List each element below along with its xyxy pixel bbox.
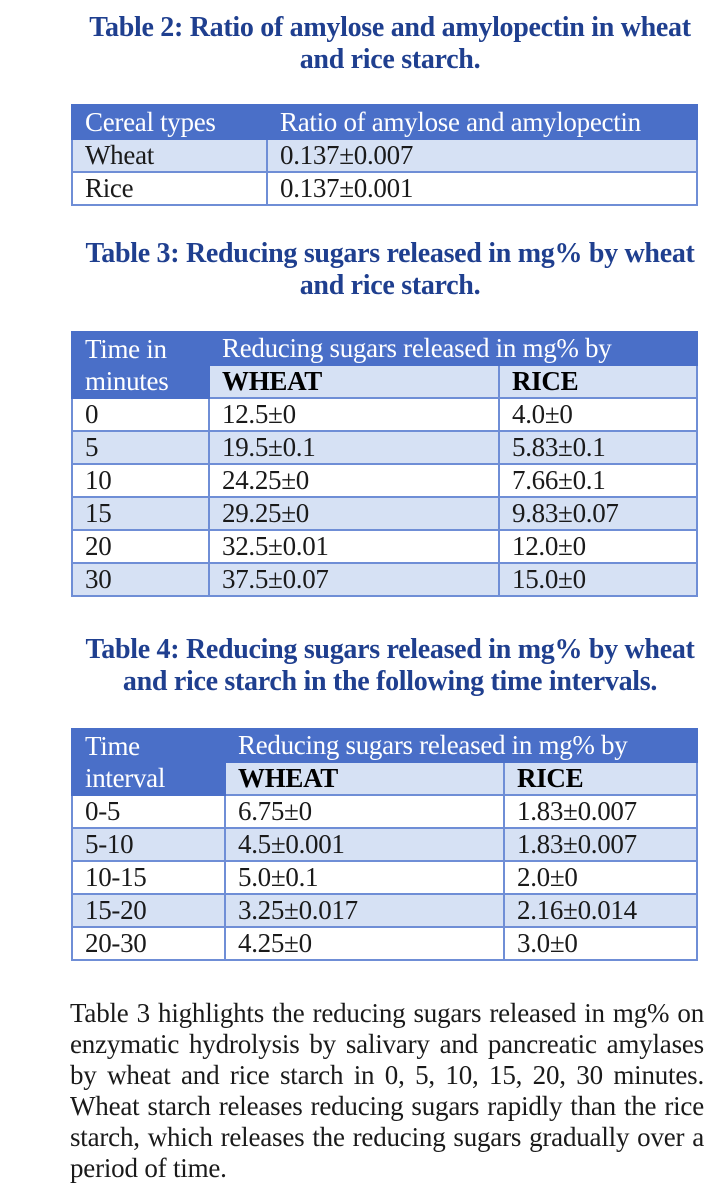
table3-header-row	[72, 332, 697, 365]
table3-caption: Table 3: Reducing sugars released in mg% by wheat and rice starch.	[85, 238, 695, 301]
table3-cell: 32.5±0.01	[209, 530, 499, 563]
table4-cell: 4.25±0	[225, 927, 504, 960]
table3-cell: 12.5±0	[209, 398, 499, 431]
table3-cell: 12.0±0	[499, 530, 697, 563]
table4-cell: 15-20	[72, 894, 225, 927]
table2-caption: Table 2: Ratio of amylose and amylopectin in wheat and rice starch.	[89, 12, 691, 75]
table3	[71, 331, 698, 597]
table3-cell: 0	[72, 398, 209, 431]
table4-cell: 3.0±0	[504, 927, 697, 960]
table4-subheader-rice: RICE	[504, 762, 697, 795]
table4-subheader-wheat: WHEAT	[225, 762, 504, 795]
table4-header-time-line2: interval	[85, 763, 166, 793]
table-row	[72, 139, 697, 172]
table2-cell: 0.137±0.001	[267, 172, 697, 205]
table2-header-ratio: Ratio of amylose and amylopectin	[267, 105, 697, 139]
table4-cell: 2.0±0	[504, 861, 697, 894]
table4-header-row	[72, 729, 697, 762]
table3-cell: 37.5±0.07	[209, 563, 499, 596]
table4-cell: 4.5±0.001	[225, 828, 504, 861]
table3-cell: 20	[72, 530, 209, 563]
table3-cell: 15	[72, 497, 209, 530]
table-row	[72, 172, 697, 205]
table-row	[72, 861, 697, 894]
table2-cell: 0.137±0.007	[267, 139, 697, 172]
table3-header-time	[72, 332, 209, 398]
table-row	[72, 431, 697, 464]
table4	[71, 728, 698, 961]
table-row	[72, 530, 697, 563]
table4-cell: 2.16±0.014	[504, 894, 697, 927]
table4-cell: 1.83±0.007	[504, 828, 697, 861]
table-row	[72, 464, 697, 497]
table4-cell: 1.83±0.007	[504, 795, 697, 828]
table3-cell: 9.83±0.07	[499, 497, 697, 530]
table3-cell: 29.25±0	[209, 497, 499, 530]
table4-cell: 6.75±0	[225, 795, 504, 828]
table4-cell: 5-10	[72, 828, 225, 861]
table-row	[72, 398, 697, 431]
table-row	[72, 563, 697, 596]
table3-cell: 5	[72, 431, 209, 464]
table-row	[72, 497, 697, 530]
table-row	[72, 795, 697, 828]
table3-header-time-line1: Time in	[85, 334, 167, 364]
table3-group-header: Reducing sugars released in mg% by	[209, 332, 697, 365]
table3-subheader-rice: RICE	[499, 365, 697, 398]
table3-cell: 24.25±0	[209, 464, 499, 497]
table3-cell: 15.0±0	[499, 563, 697, 596]
table3-cell: 30	[72, 563, 209, 596]
table3-cell: 19.5±0.1	[209, 431, 499, 464]
table3-cell: 5.83±0.1	[499, 431, 697, 464]
table2-cell: Rice	[72, 172, 267, 205]
table2-header-row	[72, 105, 697, 139]
table4-header-time-line1: Time	[85, 731, 140, 761]
table3-cell: 10	[72, 464, 209, 497]
table-row	[72, 894, 697, 927]
table4-caption: Table 4: Reducing sugars released in mg% by wheat and rice starch in the following time intervals.	[85, 634, 695, 697]
table2-header-cereal: Cereal types	[72, 105, 267, 139]
table4-cell: 3.25±0.017	[225, 894, 504, 927]
table4-cell: 0-5	[72, 795, 225, 828]
table4-cell: 5.0±0.1	[225, 861, 504, 894]
table3-header-time-line2: minutes	[85, 366, 169, 396]
body-paragraph: Table 3 highlights the reducing sugars released in mg% on enzymatic hydrolysis by salivary and pancreatic amylases by wheat and rice starch in 0, 5, 10, 15, 20, 30 minutes. Wheat starch releases reducing sugars rapidly than the rice starch, which releases the reducing sugars gradually over a period of time.	[70, 998, 704, 1183]
table3-subheader-wheat: WHEAT	[209, 365, 499, 398]
table4-cell: 20-30	[72, 927, 225, 960]
table-row	[72, 828, 697, 861]
table4-group-header: Reducing sugars released in mg% by	[225, 729, 697, 762]
table4-cell: 10-15	[72, 861, 225, 894]
table-row	[72, 927, 697, 960]
table2-cell: Wheat	[72, 139, 267, 172]
table2	[71, 104, 698, 206]
table3-cell: 7.66±0.1	[499, 464, 697, 497]
table3-cell: 4.0±0	[499, 398, 697, 431]
table4-header-time	[72, 729, 225, 795]
